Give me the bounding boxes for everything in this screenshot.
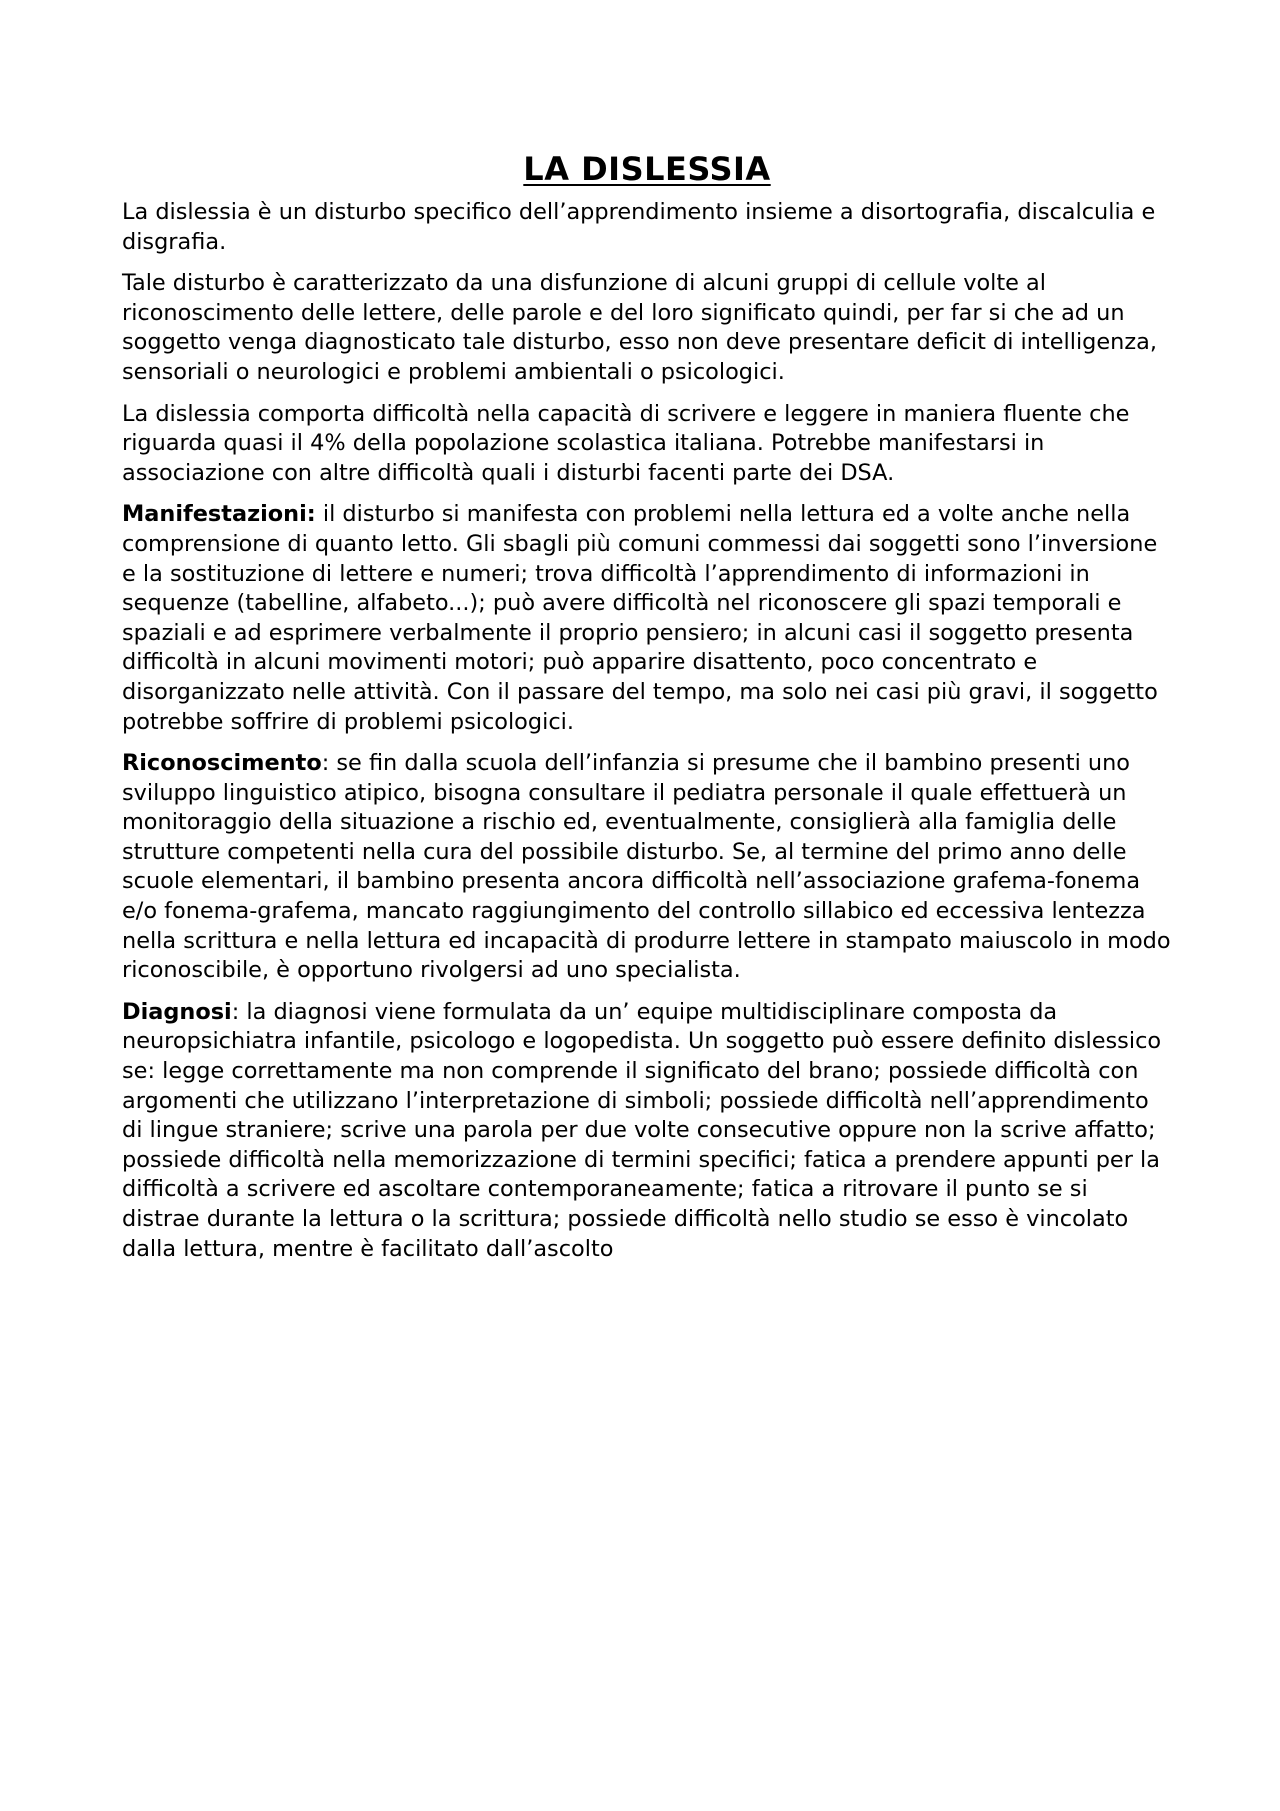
document-page: [122, 150, 1172, 1276]
paragraph-riconoscimento: [122, 749, 1172, 986]
paragraph-text: La dislessia è un disturbo specifico dell’apprendimento insieme a disortografia, discalculia e disgrafia.: [122, 199, 1156, 255]
paragraph-text: il disturbo si manifesta con problemi nella lettura ed a volte anche nella comprensione di quanto letto. Gli sbagli più comuni commessi dai soggetti sono l’inversione e la sostituzione di lettere e numeri; trova difficoltà l’apprendimento di informazioni in sequenze (tabelline, alfabeto...); può avere difficoltà nel riconoscere gli spazi temporali e spaziali e ad esprimere verbalmente il proprio pensiero; in alcuni casi il soggetto presenta difficoltà in alcuni movimenti motori; può apparire disattento, poco concentrato e disorganizzato nelle attività. Con il passare del tempo, ma solo nei casi più gravi, il soggetto potrebbe soffrire di problemi psicologici.: [122, 501, 1158, 735]
paragraph-manifestazioni: [122, 500, 1172, 737]
paragraph-text: : la diagnosi viene formulata da un’ equipe multidisciplinare composta da neuropsichiatra infantile, psicologo e logopedista. Un soggetto può essere definito dislessico se: legge correttamente ma non comprende il significato del brano; possiede difficoltà con argomenti che utilizzano l’interpretazione di simboli; possiede difficoltà nell’apprendimento di lingue straniere; scrive una parola per due volte consecutive oppure non la scrive affatto; possiede difficoltà nella memorizzazione di termini specifici; fatica a prendere appunti per la difficoltà a scrivere ed ascoltare contemporaneamente; fatica a ritrovare il punto se si distrae durante la lettura o la scrittura; possiede difficoltà nello studio se esso è vincolato dalla lettura, mentre è facilitato dall’ascolto: [122, 998, 1162, 1262]
paragraph-definition: [122, 269, 1172, 387]
paragraph-prevalence: [122, 400, 1172, 489]
paragraph-text: Tale disturbo è caratterizzato da una disfunzione di alcuni gruppi di cellule volte al riconoscimento delle lettere, delle parole e del loro significato quindi, per far si che ad un soggetto venga diagnosticato tale disturbo, esso non deve presentare deficit di intelligenza, sensoriali o neurologici e problemi ambientali o psicologici.: [122, 270, 1157, 385]
document-title: LA DISLESSIA: [523, 150, 771, 188]
paragraph-text: : se fin dalla scuola dell’infanzia si presume che il bambino presenti uno sviluppo linguistico atipico, bisogna consultare il pediatra personale il quale effettuerà un monitoraggio della situazione a rischio ed, eventualmente, consiglierà alla famiglia delle strutture competenti nella cura del possibile disturbo. Se, al termine del primo anno delle scuole elementari, il bambino presenta ancora difficoltà nell’associazione grafema-fonema e/o fonema-grafema, mancato raggiungimento del controllo sillabico ed eccessiva lentezza nella scrittura e nella lettura ed incapacità di produrre lettere in stampato maiuscolo in modo riconoscibile, è opportuno rivolgersi ad uno specialista.: [122, 750, 1171, 984]
paragraph-intro: [122, 198, 1172, 257]
section-heading-diagnosi: Diagnosi: [122, 998, 232, 1025]
paragraph-diagnosi: [122, 998, 1172, 1264]
paragraph-text: La dislessia comporta difficoltà nella capacità di scrivere e leggere in maniera fluente che riguarda quasi il 4% della popolazione scolastica italiana. Potrebbe manifestarsi in associazione con altre difficoltà quali i disturbi facenti parte dei DSA.: [122, 400, 1130, 486]
section-heading-manifestazioni: Manifestazioni:: [122, 501, 316, 528]
section-heading-riconoscimento: Riconoscimento: [122, 750, 322, 777]
